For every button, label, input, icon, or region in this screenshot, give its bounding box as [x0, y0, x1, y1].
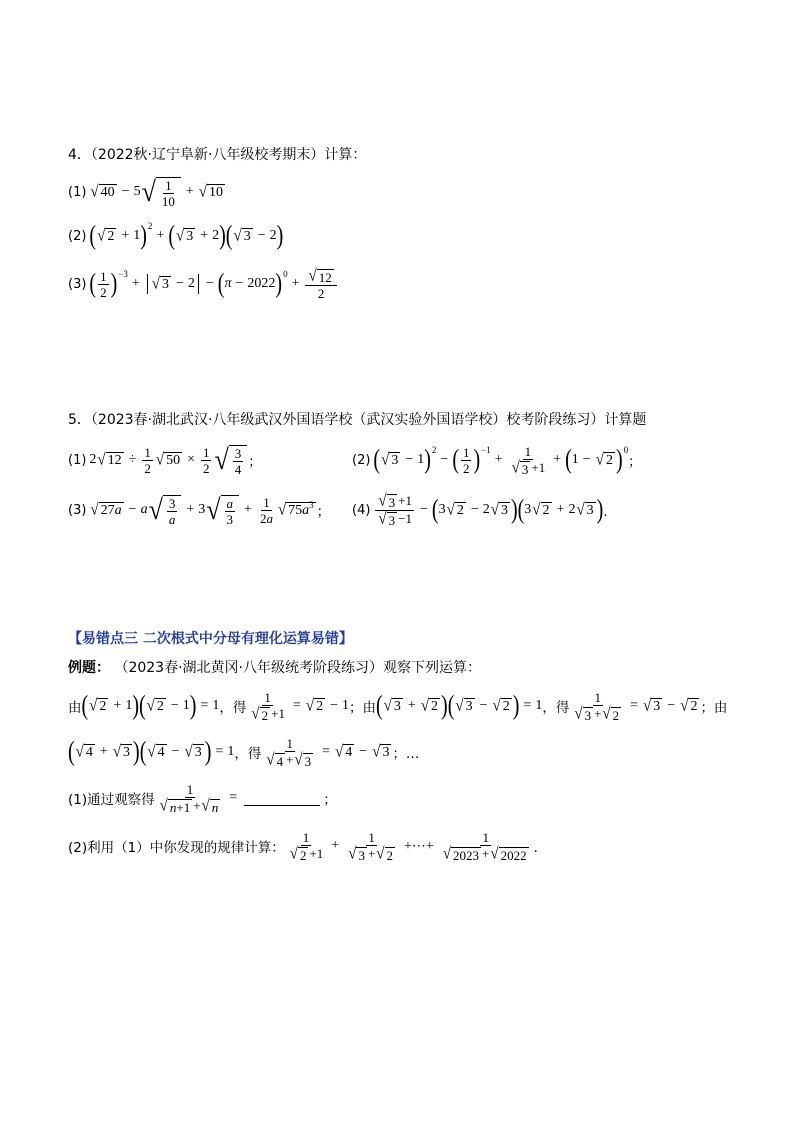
tip-line2-eq1: ( √ 4 + √ 3 ) ( √ 4 − √ 3 ) = 1 — [68, 737, 235, 767]
q5-part4-label: (4) — [352, 502, 371, 518]
tip-sub2-prefix: (2)利用（1）中你发现的规律计算： — [68, 840, 285, 856]
q5-part4-expression: √ 3 +1 √ 3 −1 − ( 3 √ 2 − 2 √ 3 ) ( 3 √ 2 + 2 √ 3 ) ． — [373, 493, 616, 528]
q4-part3 — [68, 264, 339, 304]
q4-header: 4．（2022秋·辽宁阜新·八年级校考期末）计算： — [68, 147, 367, 163]
tip-sub2 — [68, 826, 547, 866]
tip-sub1-end: ； — [323, 792, 337, 808]
q5-part2 — [352, 440, 642, 480]
q5-part4 — [352, 490, 617, 530]
tip-line2-eq2: 1 √ 4 + √ 3 = √ 4 − √ 3 — [266, 735, 390, 769]
tip-title: 【易错点三 二次根式中分母有理化运算易错】 — [68, 631, 353, 647]
q5-part1-label: (1) — [68, 452, 87, 468]
tip-sub2-end: ． — [533, 840, 548, 856]
tip-line1-eq1: ( √ 2 + 1 ) ( √ 2 − 1 ) = 1 — [81, 691, 220, 721]
tip-line1 — [68, 686, 727, 726]
tip-line1-text-c: ；由 — [349, 700, 376, 716]
tip-sub2-expression: 1 √ 2 +1 + 1 √ 3 + √ 2 +⋯+ 1 √ 2023 + √ 2022 — [289, 829, 527, 863]
tip-line1-eq3: ( √ 3 + √ 2 ) ( √ 3 − √ 2 ) = 1 — [376, 691, 543, 721]
q5-part1-expression: 2 √ 12 ÷ $\frac{1}{2}$ √ 50 × $\frac{1}{2}$ √ $\frac{3}{4}$ ； — [89, 443, 262, 477]
tip-sub1 — [68, 778, 337, 818]
tip-line2-text-end: ；… — [392, 746, 420, 762]
tip-sub1-prefix: (1)通过观察得 — [68, 792, 155, 808]
tip-sub1-expression: 1 √ n +1 + √ n = — [159, 781, 238, 815]
q5-part3-label: (3) — [68, 502, 87, 518]
q5-part2-expression: ( √ 3 − 1 ) 2 − ( $\frac{1}{2}$ ) −1 + 1 √ 3 +1 + ( 1 − √ 2 ) 0 ； — [373, 443, 642, 477]
tip-line1-text-b: ，得 — [219, 700, 247, 716]
q4-part1-expression: √ 40 − 5 √ $\frac{1}{10}$ + √ 10 — [90, 175, 223, 209]
tip-line1-text-e: ；由 — [700, 700, 728, 716]
q4-part2 — [68, 216, 283, 256]
tip-line2 — [68, 732, 419, 772]
q5-part2-label: (2) — [352, 452, 371, 468]
tip-example — [68, 657, 481, 677]
q4-part2-label: (2) — [68, 228, 87, 244]
q4-part1 — [68, 172, 226, 212]
q4-part3-label: (3) — [68, 276, 87, 292]
q4-part1-label: (1) — [68, 184, 87, 200]
tip-line1-text-d: ，得 — [542, 700, 570, 716]
q4-part3-expression: ( $\frac{1}{2}$ ) −3 + √ 3 − 2 − ( π − 2022 ) 0 + √ 12 2 — [89, 268, 338, 301]
tip-line2-text-b: ，得 — [234, 746, 262, 762]
example-text: （2023春·湖北黄冈·八年级统考阶段练习）观察下列运算： — [114, 660, 481, 676]
tip-line1-eq4: 1 √ 3 + √ 2 = √ 3 − √ 2 — [574, 689, 698, 723]
q5-part3-expression: √ 27 a − a √ $\frac{3}{a}$ + 3 √ $\frac{a}{3}$ + $\frac{1}{2a}$ √ 75 a 3 ； — [90, 493, 331, 527]
q5-part3 — [68, 490, 330, 530]
answer-blank[interactable] — [244, 791, 320, 806]
q5-header: 5．（2023春·湖北武汉·八年级武汉外国语学校（武汉实验外国语学校）校考阶段练习）计算题 — [68, 412, 647, 428]
q5-part1 — [68, 440, 262, 480]
q4-part2-expression: ( √ 2 + 1 ) 2 + ( √ 3 + 2 ) ( √ 3 − 2 ) — [89, 221, 284, 251]
tip-line1-text-a: 由 — [68, 700, 82, 716]
tip-line1-eq2: 1 √ 2 +1 = √ 2 − 1 — [251, 689, 349, 723]
example-label: 例题： — [68, 660, 110, 676]
